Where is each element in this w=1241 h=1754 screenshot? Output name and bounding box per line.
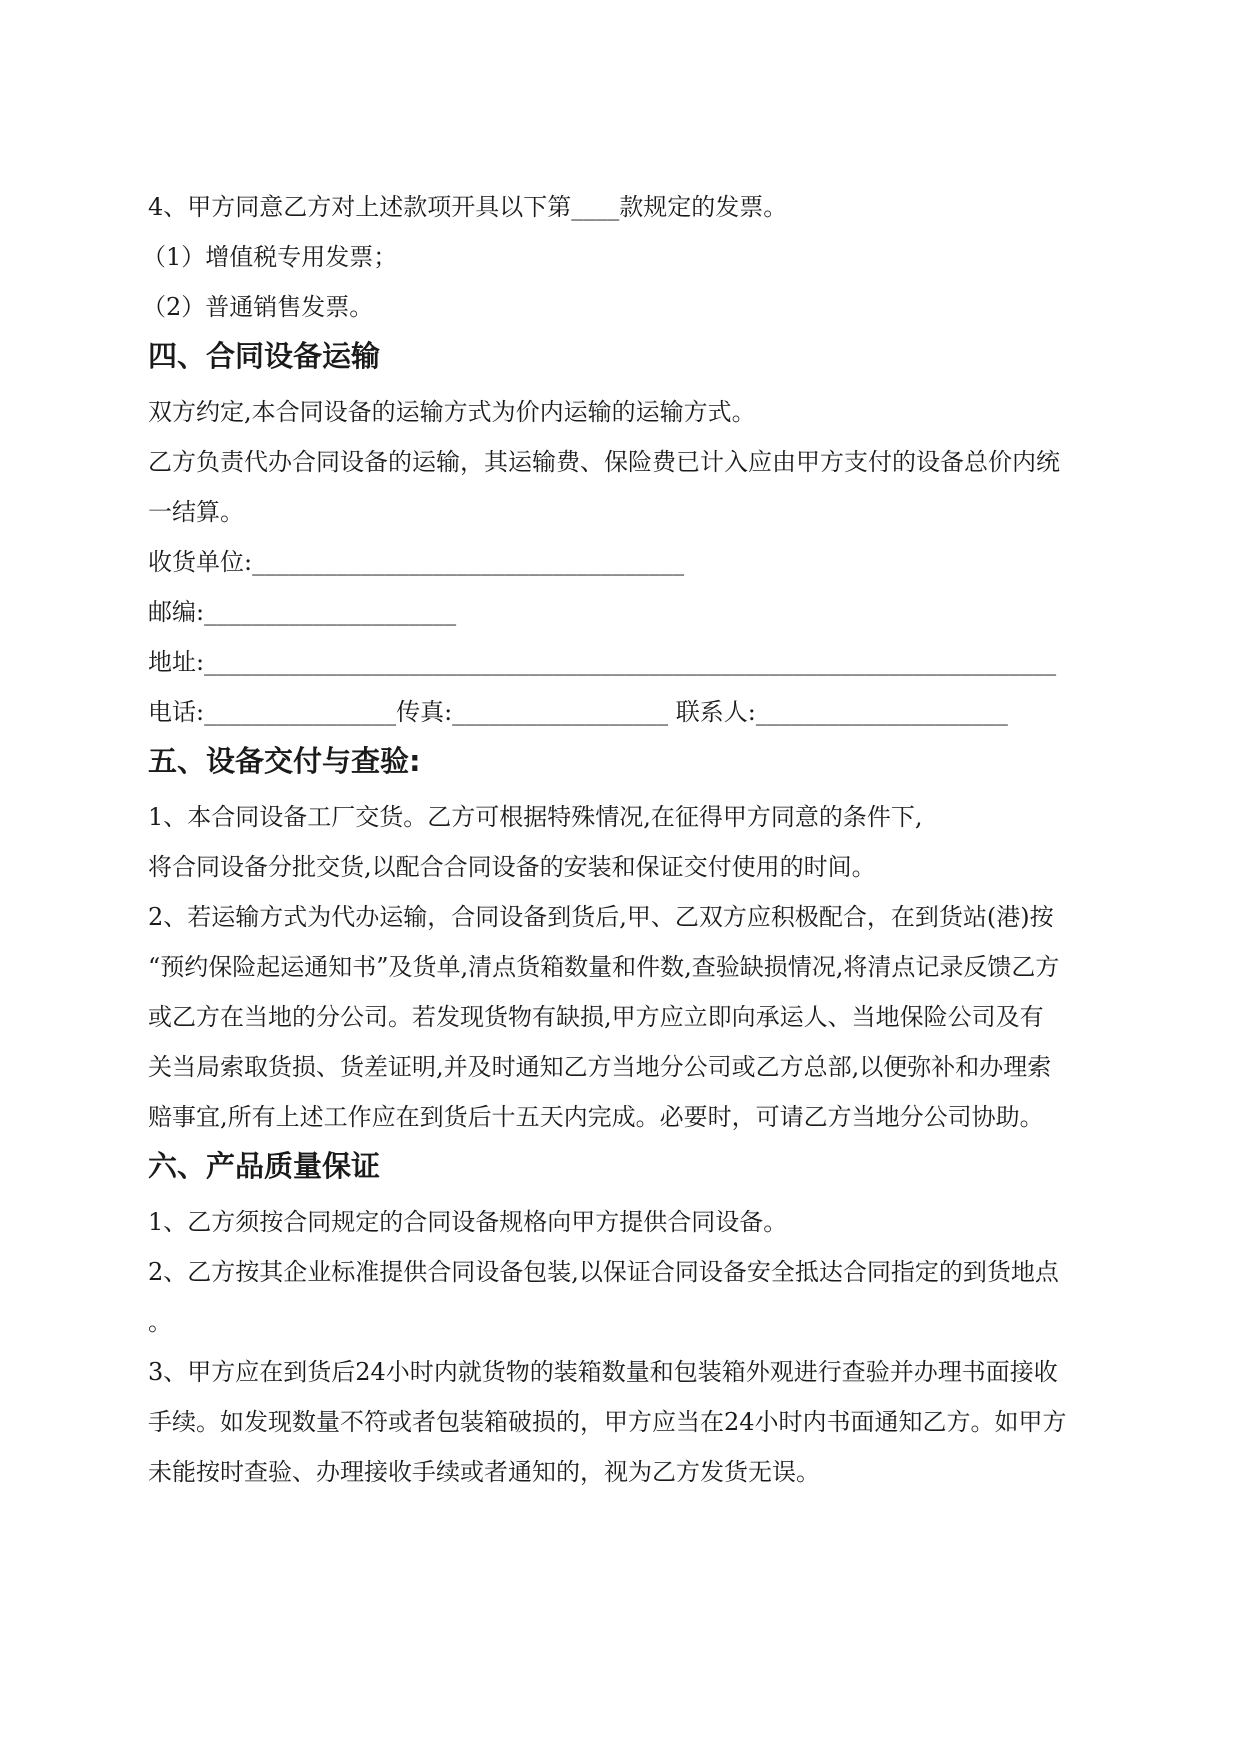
invoice-option-2: （2）普通销售发票。 xyxy=(142,293,374,321)
transport-method: 双方约定,本合同设备的运输方式为价内运输的运输方式。 xyxy=(148,398,756,426)
delivery-clause-1-line-2: 将合同设备分批交货,以配合合同设备的安装和保证交付使用的时间。 xyxy=(148,853,876,881)
quality-clause-3-line-1: 3、甲方应在到货后24小时内就货物的装箱数量和包装箱外观进行查验并办理书面接收 xyxy=(148,1358,1058,1386)
quality-clause-3-line-2: 手续。如发现数量不符或者包装箱破损的，甲方应当在24小时内书面通知乙方。如甲方 xyxy=(148,1408,1067,1436)
quality-clause-2-line-2: 。 xyxy=(148,1308,172,1336)
quality-clause-2-line-1: 2、乙方按其企业标准提供合同设备包装,以保证合同设备安全抵达合同指定的到货地点 xyxy=(148,1258,1059,1286)
transport-fee-line-1: 乙方负责代办合同设备的运输，其运输费、保险费已计入应由甲方支付的设备总价内统 xyxy=(148,448,1060,476)
delivery-clause-2-line-2: “预约保险起运通知书”及货单,清点货箱数量和件数,查验缺损情况,将清点记录反馈乙方 xyxy=(148,953,1060,981)
invoice-clause-4: 4、甲方同意乙方对上述款项开具以下第____款规定的发票。 xyxy=(148,193,788,221)
section-4-heading: 四、合同设备运输 xyxy=(148,339,381,373)
section-5-heading: 五、设备交付与查验: xyxy=(148,744,421,778)
address-field: 地址:_______________________________________________________________________ xyxy=(148,648,1057,676)
delivery-clause-2-line-1: 2、若运输方式为代办运输，合同设备到货后,甲、乙双方应积极配合，在到货站(港)按 xyxy=(148,903,1054,931)
delivery-clause-1-line-1: 1、本合同设备工厂交货。乙方可根据特殊情况,在征得甲方同意的条件下, xyxy=(148,803,923,831)
delivery-clause-2-line-5: 赔事宜,所有上述工作应在到货后十五天内完成。必要时，可请乙方当地分公司协助。 xyxy=(148,1103,1044,1131)
quality-clause-1: 1、乙方须按合同规定的合同设备规格向甲方提供合同设备。 xyxy=(148,1208,788,1236)
delivery-clause-2-line-3: 或乙方在当地的分公司。若发现货物有缺损,甲方应立即向承运人、当地保险公司及有 xyxy=(148,1003,1044,1031)
postcode-field: 邮编:_____________________ xyxy=(148,598,457,626)
delivery-clause-2-line-4: 关当局索取货损、货差证明,并及时通知乙方当地分公司或乙方总部,以便弥补和办理索 xyxy=(148,1053,1052,1081)
invoice-option-1: （1）增值税专用发票； xyxy=(142,243,398,271)
transport-fee-line-2: 一结算。 xyxy=(148,498,244,526)
section-6-heading: 六、产品质量保证 xyxy=(148,1149,381,1183)
consignee-field: 收货单位:____________________________________ xyxy=(148,548,685,576)
quality-clause-3-line-3: 未能按时查验、办理接收手续或者通知的，视为乙方发货无误。 xyxy=(148,1458,820,1486)
phone-fax-contact-field: 电话:________________传真:__________________ 联系人:_____________________ xyxy=(148,698,1008,726)
